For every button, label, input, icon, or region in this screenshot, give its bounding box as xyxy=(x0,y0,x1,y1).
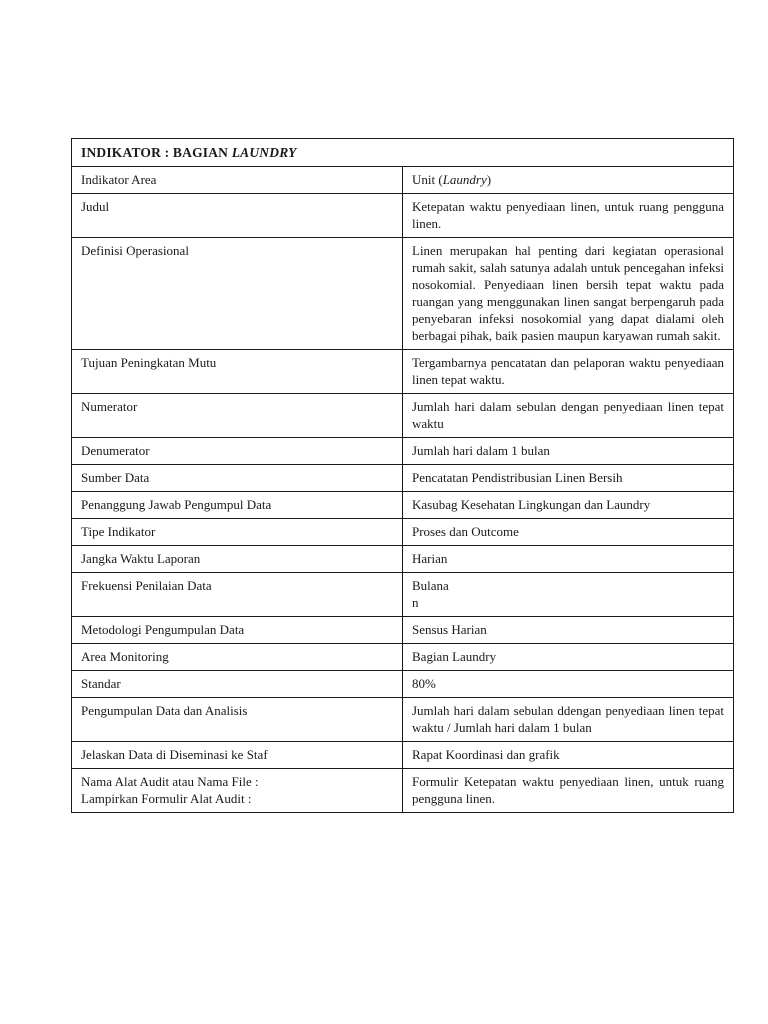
row-label: Numerator xyxy=(72,394,403,438)
row-value: Jumlah hari dalam sebulan ddengan penyediaan linen tepat waktu / Jumlah hari dalam 1 bulan xyxy=(403,698,734,742)
table-row xyxy=(72,167,734,194)
row-value: Kasubag Kesehatan Lingkungan dan Laundry xyxy=(403,492,734,519)
row-value: Sensus Harian xyxy=(403,617,734,644)
row-value xyxy=(403,573,734,617)
row-label: Sumber Data xyxy=(72,465,403,492)
row-label: Judul xyxy=(72,194,403,238)
row-value: Linen merupakan hal penting dari kegiatan operasional rumah sakit, salah satunya adalah untuk pencegahan infeksi nosokomial. Penyediaan linen bersih tepat waktu pada ruangan yang menggunakan linen sangat berpengaruh pada penyebaran infeksi nosokomial yang dapat dialami oleh berbagai pihak, baik pasien maupun karyawan rumah sakit. xyxy=(403,238,734,350)
row-label: Definisi Operasional xyxy=(72,238,403,350)
table-row xyxy=(72,644,734,671)
table-row xyxy=(72,350,734,394)
table-row xyxy=(72,194,734,238)
table-row xyxy=(72,492,734,519)
table-row xyxy=(72,465,734,492)
row-label xyxy=(72,769,403,813)
row-value: Rapat Koordinasi dan grafik xyxy=(403,742,734,769)
table-row xyxy=(72,671,734,698)
row-label: Tipe Indikator xyxy=(72,519,403,546)
indicator-table xyxy=(71,138,734,813)
table-row xyxy=(72,617,734,644)
table-row xyxy=(72,546,734,573)
row-label: Tujuan Peningkatan Mutu xyxy=(72,350,403,394)
table-row xyxy=(72,238,734,350)
row-label: Denumerator xyxy=(72,438,403,465)
table-row xyxy=(72,769,734,813)
row-label: Jangka Waktu Laporan xyxy=(72,546,403,573)
row-value: Jumlah hari dalam 1 bulan xyxy=(403,438,734,465)
table-row xyxy=(72,394,734,438)
table-title-italic: LAUNDRY xyxy=(231,145,297,160)
row-value: 80% xyxy=(403,671,734,698)
row-label: Frekuensi Penilaian Data xyxy=(72,573,403,617)
row-value: Bagian Laundry xyxy=(403,644,734,671)
row-value: Jumlah hari dalam sebulan dengan penyediaan linen tepat waktu xyxy=(403,394,734,438)
row-value: Harian xyxy=(403,546,734,573)
row-value: Ketepatan waktu penyediaan linen, untuk ruang pengguna linen. xyxy=(403,194,734,238)
row-label: Metodologi Pengumpulan Data xyxy=(72,617,403,644)
row-value: Pencatatan Pendistribusian Linen Bersih xyxy=(403,465,734,492)
table-row xyxy=(72,438,734,465)
row-value-italic: Laundry xyxy=(442,172,487,187)
table-row xyxy=(72,519,734,546)
row-value-pre: Unit ( xyxy=(412,172,443,187)
table-title xyxy=(72,139,734,167)
row-label-line: Nama Alat Audit atau Nama File : xyxy=(81,774,259,789)
row-value-post: ) xyxy=(486,172,492,187)
row-label-line: Lampirkan Formulir Alat Audit : xyxy=(81,791,252,806)
row-value: Formulir Ketepatan waktu penyediaan linen, untuk ruang pengguna linen. xyxy=(403,769,734,813)
table-row xyxy=(72,698,734,742)
row-label: Area Monitoring xyxy=(72,644,403,671)
row-value xyxy=(403,167,734,194)
row-label: Penanggung Jawab Pengumpul Data xyxy=(72,492,403,519)
row-value: Tergambarnya pencatatan dan pelaporan waktu penyediaan linen tepat waktu. xyxy=(403,350,734,394)
row-label: Indikator Area xyxy=(72,167,403,194)
row-label: Standar xyxy=(72,671,403,698)
table-header-row xyxy=(72,139,734,167)
row-label: Pengumpulan Data dan Analisis xyxy=(72,698,403,742)
table-row xyxy=(72,573,734,617)
row-value: Proses dan Outcome xyxy=(403,519,734,546)
row-value-line: n xyxy=(412,595,419,610)
row-label: Jelaskan Data di Diseminasi ke Staf xyxy=(72,742,403,769)
table-row xyxy=(72,742,734,769)
row-value-line: Bulana xyxy=(412,578,449,593)
table-title-prefix: INDIKATOR : BAGIAN xyxy=(81,145,232,160)
